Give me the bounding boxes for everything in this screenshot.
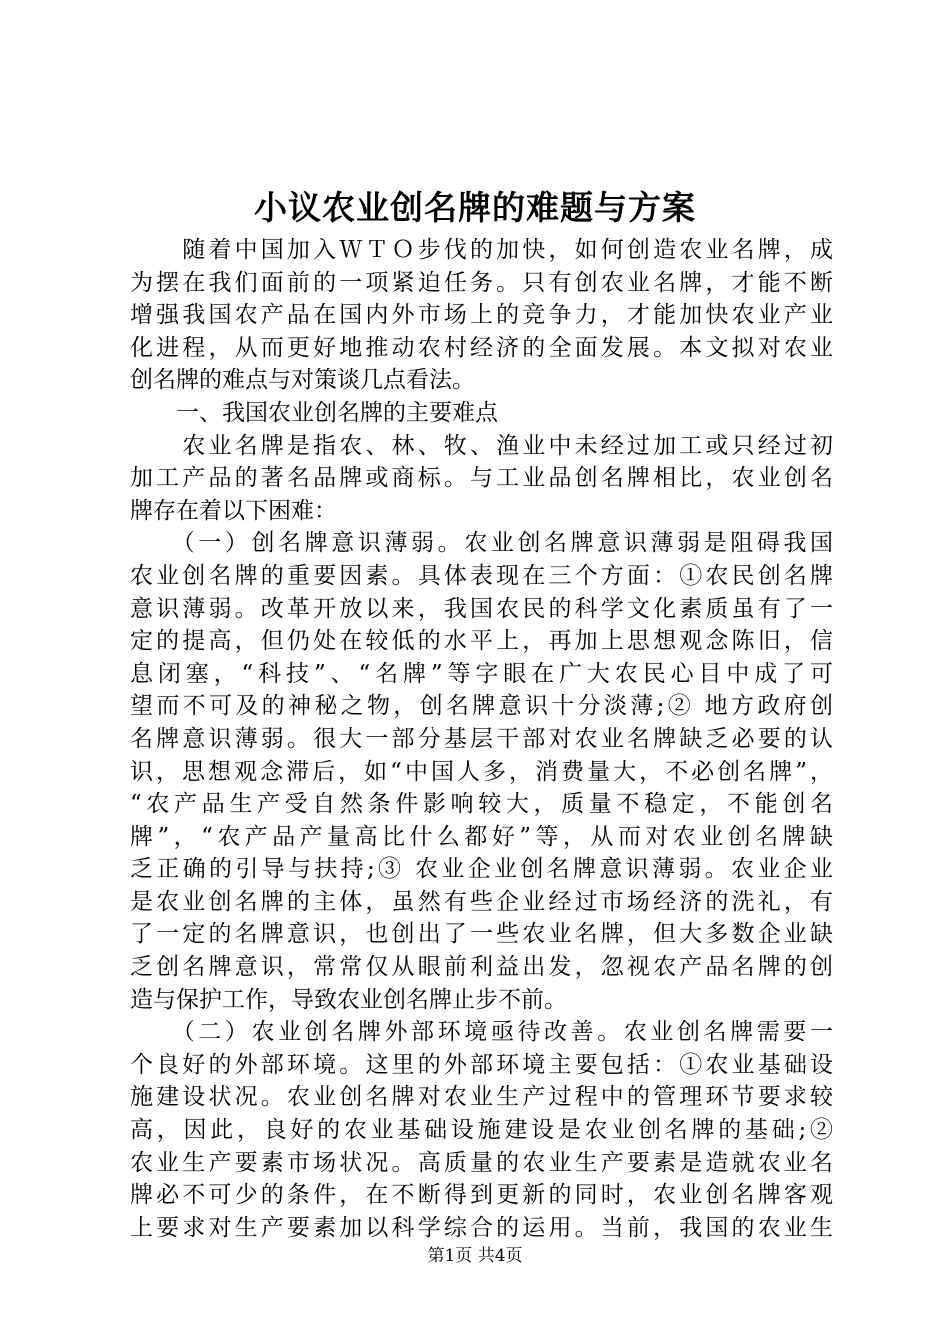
text-line: 农业创名牌的重要因素。具体表现在三个方面：①农民创名牌 <box>130 562 833 589</box>
text-line: 个良好的外部环境。这里的外部环境主要包括：①农业基础设 <box>130 1051 833 1078</box>
text-line: 是农业创名牌的主体，虽然有些企业经过市场经济的洗礼，有 <box>130 888 833 915</box>
text-line: 施建设状况。农业创名牌对农业生产过程中的管理环节要求较 <box>130 1084 833 1111</box>
document-body <box>130 234 833 1244</box>
text-line: 望而不可及的神秘之物，创名牌意识十分淡薄;② 地方政府创 <box>130 693 833 720</box>
text-line: 为摆在我们面前的一项紧迫任务。只有创农业名牌，才能不断 <box>130 269 833 296</box>
page-footer: 第1页 共4页 <box>427 1246 523 1266</box>
text-line: 随着中国加入ＷＴＯ步伐的加快，如何创造农业名牌，成 <box>130 237 833 263</box>
text-line: 农业名牌是指农、林、牧、渔业中未经过加工或只经过初 <box>130 432 833 459</box>
text-line: （一）创名牌意识薄弱。农业创名牌意识薄弱是阻碍我国 <box>130 530 833 557</box>
text-line: 牌存在着以下困难： <box>130 497 337 524</box>
text-line: 造与保护工作，导致农业创名牌止步不前。 <box>130 986 567 1013</box>
text-line: 名牌意识薄弱。很大一部分基层干部对农业名牌缺乏必要的认 <box>130 725 833 752</box>
text-line: 息闭塞，“科技”、“名牌”等字眼在广大农民心目中成了可 <box>130 660 833 687</box>
text-line: 农业生产要素市场状况。高质量的农业生产要素是造就农业名 <box>130 1149 833 1176</box>
text-line: 创名牌的难点与对策谈几点看法。 <box>130 367 475 394</box>
text-line: 定的提高，但仍处在较低的水平上，再加上思想观念陈旧，信 <box>130 628 833 655</box>
text-line: 牌”，“农产品产量高比什么都好”等，从而对农业创名牌缺 <box>130 823 833 850</box>
text-line: 牌必不可少的条件，在不断得到更新的同时，农业创名牌客观 <box>130 1182 833 1209</box>
text-line: 了一定的名牌意识，也创出了一些农业名牌，但大多数企业缺 <box>130 921 833 948</box>
text-line: （二）农业创名牌外部环境亟待改善。农业创名牌需要一 <box>130 1019 833 1046</box>
document-title: 小议农业创名牌的难题与方案 <box>254 188 696 227</box>
text-line: 加工产品的著名品牌或商标。与工业品创名牌相比，农业创名 <box>130 465 833 492</box>
text-line: 一、我国农业创名牌的主要难点 <box>130 399 498 426</box>
text-line: 化进程，从而更好地推动农村经济的全面发展。本文拟对农业 <box>130 334 833 361</box>
text-line: 增强我国农产品在国内外市场上的竞争力，才能加快农业产业 <box>130 302 833 329</box>
text-line: 乏正确的引导与扶持;③ 农业企业创名牌意识薄弱。农业企业 <box>130 856 833 883</box>
text-line: “农产品生产受自然条件影响较大，质量不稳定，不能创名 <box>130 791 833 818</box>
text-line: 上要求对生产要素加以科学综合的运用。当前，我国的农业生 <box>130 1214 833 1241</box>
text-line: 识，思想观念滞后，如“中国人多，消费量大，不必创名牌”， <box>130 758 833 785</box>
text-line: 意识薄弱。改革开放以来，我国农民的科学文化素质虽有了一 <box>130 595 833 622</box>
text-line: 乏创名牌意识，常常仅从眼前利益出发，忽视农产品名牌的创 <box>130 954 833 981</box>
text-line: 高，因此，良好的农业基础设施建设是农业创名牌的基础;② <box>130 1117 833 1144</box>
